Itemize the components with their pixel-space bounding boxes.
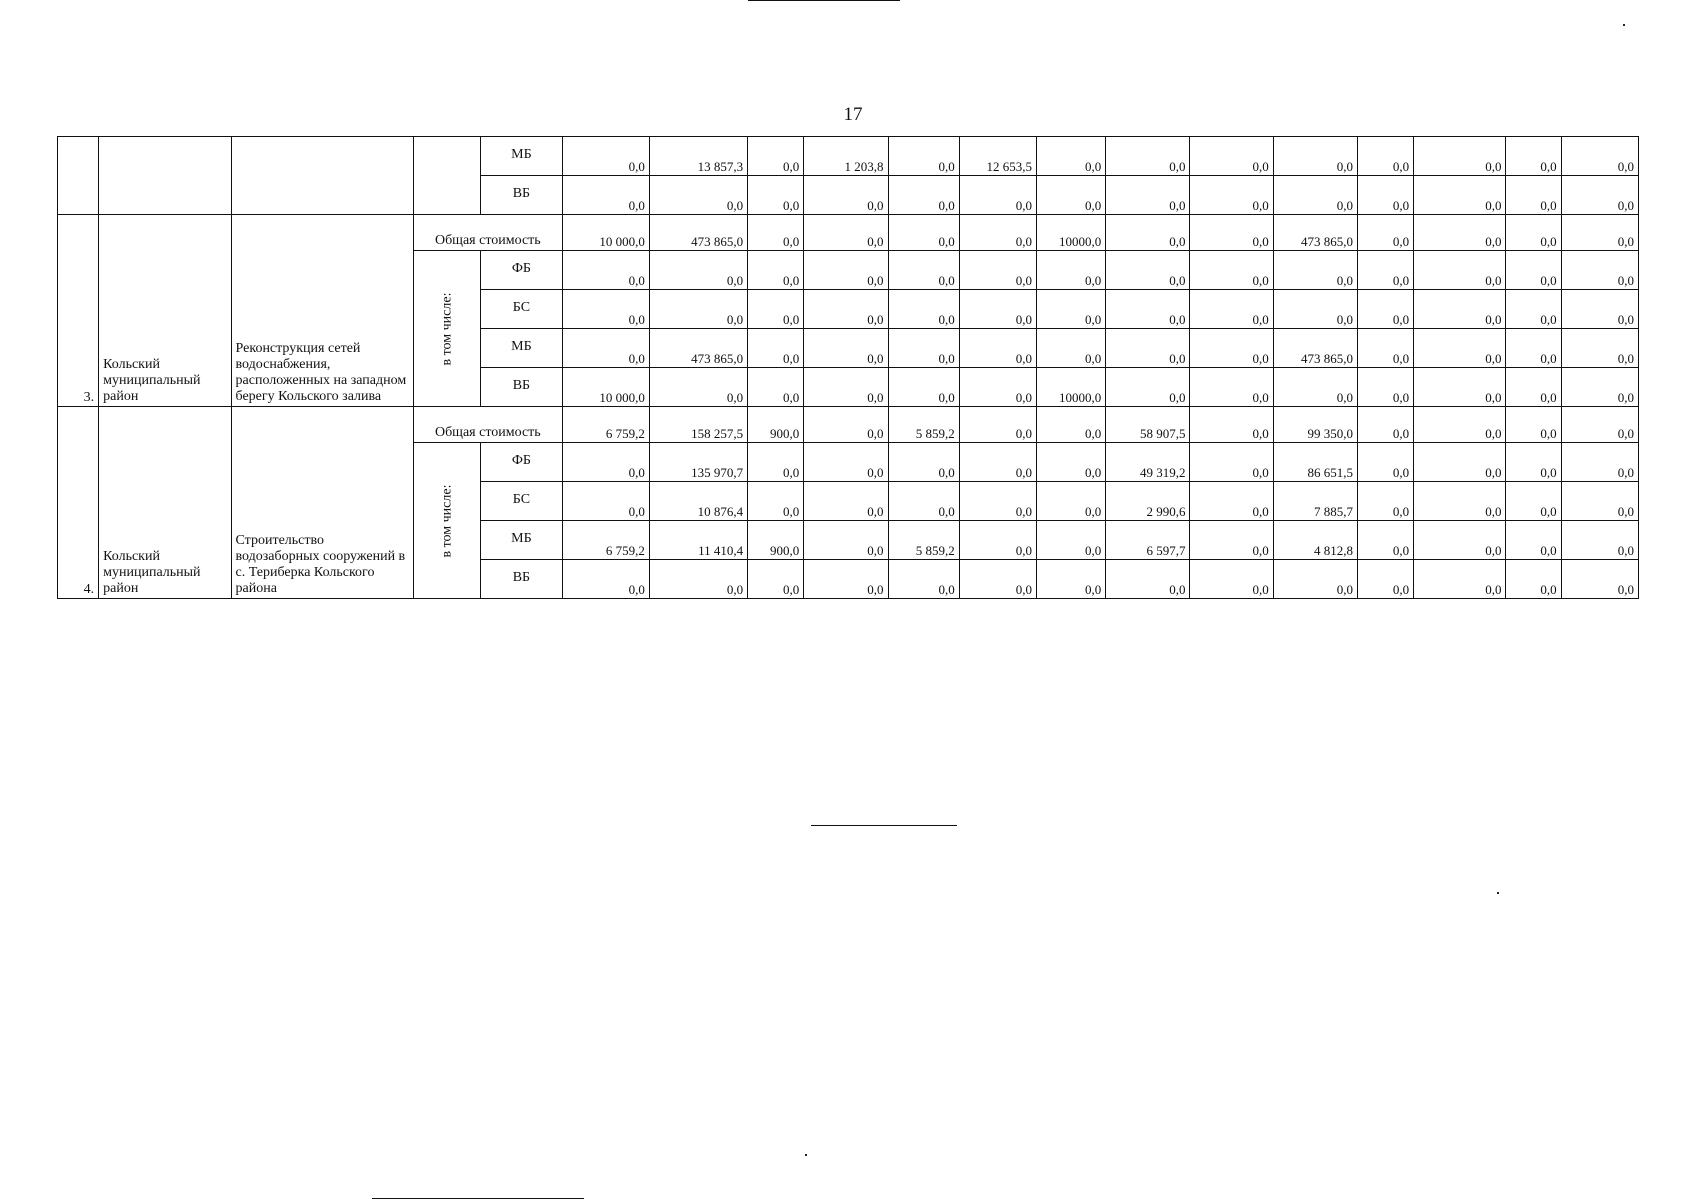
- value-cell: 0,0: [1414, 560, 1506, 599]
- value-cell: 6 759,2: [562, 407, 649, 443]
- value-cell: 0,0: [1561, 443, 1638, 482]
- scan-speck: [1497, 892, 1499, 894]
- value-cell: 0,0: [1106, 560, 1190, 599]
- entry-district: Кольский муниципальный район: [99, 215, 231, 407]
- value-cell: 0,0: [748, 290, 804, 329]
- value-cell: 0,0: [1273, 251, 1357, 290]
- value-cell: 0,0: [1037, 407, 1106, 443]
- value-cell: 0,0: [888, 215, 959, 251]
- value-cell: 99 350,0: [1273, 407, 1357, 443]
- value-cell: 0,0: [1414, 251, 1506, 290]
- value-cell: 0,0: [1190, 560, 1273, 599]
- value-cell: 0,0: [1414, 368, 1506, 407]
- including-cell: [414, 443, 481, 599]
- value-cell: 0,0: [1106, 215, 1190, 251]
- value-cell: 49 319,2: [1106, 443, 1190, 482]
- value-cell: 0,0: [1358, 290, 1414, 329]
- value-cell: 0,0: [748, 137, 804, 176]
- value-cell: 0,0: [562, 329, 649, 368]
- scan-speck: [1623, 24, 1625, 26]
- value-cell: 4 812,8: [1273, 521, 1357, 560]
- entry-project: Строительство водозаборных сооружений в с. Териберка Кольского района: [231, 407, 414, 599]
- value-cell: 0,0: [562, 560, 649, 599]
- value-cell: 0,0: [804, 290, 888, 329]
- value-cell: 0,0: [804, 176, 888, 215]
- financing-table: [57, 136, 1639, 599]
- value-cell: 0,0: [562, 176, 649, 215]
- value-cell: 0,0: [1106, 368, 1190, 407]
- value-cell: 0,0: [1506, 329, 1561, 368]
- table-row: [58, 407, 1639, 443]
- value-cell: 0,0: [1561, 482, 1638, 521]
- value-cell: 0,0: [959, 368, 1036, 407]
- value-cell: 0,0: [1414, 290, 1506, 329]
- value-cell: 10000,0: [1037, 215, 1106, 251]
- end-rule: [811, 825, 957, 826]
- entry-project: Реконструкция сетей водоснабжения, расположенных на западном берегу Кольского залива: [231, 215, 414, 407]
- value-cell: 0,0: [1506, 176, 1561, 215]
- value-cell: 0,0: [1037, 176, 1106, 215]
- source-cell: МБ: [481, 137, 562, 176]
- value-cell: 0,0: [1273, 368, 1357, 407]
- value-cell: 0,0: [804, 251, 888, 290]
- value-cell: 135 970,7: [649, 443, 747, 482]
- value-cell: 0,0: [1506, 137, 1561, 176]
- value-cell: 0,0: [888, 329, 959, 368]
- value-cell: 0,0: [804, 215, 888, 251]
- value-cell: 0,0: [804, 560, 888, 599]
- value-cell: 0,0: [1190, 482, 1273, 521]
- value-cell: 0,0: [1414, 482, 1506, 521]
- value-cell: 12 653,5: [959, 137, 1036, 176]
- value-cell: 0,0: [649, 368, 747, 407]
- value-cell: 1 203,8: [804, 137, 888, 176]
- value-cell: 0,0: [1190, 329, 1273, 368]
- value-cell: 0,0: [804, 368, 888, 407]
- value-cell: 0,0: [1561, 290, 1638, 329]
- value-cell: 10 000,0: [562, 215, 649, 251]
- value-cell: 0,0: [1190, 215, 1273, 251]
- value-cell: 5 859,2: [888, 407, 959, 443]
- value-cell: 0,0: [1190, 443, 1273, 482]
- entry-district: Кольский муниципальный район: [99, 407, 231, 599]
- value-cell: 0,0: [959, 560, 1036, 599]
- source-cell: ВБ: [481, 560, 562, 599]
- value-cell: 0,0: [562, 443, 649, 482]
- value-cell: 0,0: [1358, 251, 1414, 290]
- value-cell: 0,0: [748, 176, 804, 215]
- value-cell: 0,0: [1506, 251, 1561, 290]
- value-cell: 0,0: [959, 482, 1036, 521]
- value-cell: 0,0: [562, 482, 649, 521]
- value-cell: 0,0: [562, 137, 649, 176]
- value-cell: 0,0: [1106, 251, 1190, 290]
- value-cell: 0,0: [1190, 521, 1273, 560]
- value-cell: 0,0: [1190, 176, 1273, 215]
- district-cell: [99, 137, 231, 215]
- value-cell: 0,0: [1190, 290, 1273, 329]
- value-cell: 0,0: [1561, 329, 1638, 368]
- value-cell: 0,0: [1506, 443, 1561, 482]
- including-label: в том числе:: [439, 484, 455, 557]
- value-cell: 0,0: [1106, 329, 1190, 368]
- value-cell: 0,0: [1358, 215, 1414, 251]
- value-cell: 7 885,7: [1273, 482, 1357, 521]
- value-cell: 0,0: [649, 290, 747, 329]
- entry-index: 3.: [58, 215, 99, 407]
- value-cell: 0,0: [649, 560, 747, 599]
- value-cell: 0,0: [1358, 137, 1414, 176]
- value-cell: 0,0: [1273, 290, 1357, 329]
- value-cell: 900,0: [748, 407, 804, 443]
- value-cell: 0,0: [1414, 176, 1506, 215]
- value-cell: 0,0: [748, 368, 804, 407]
- value-cell: 0,0: [959, 215, 1036, 251]
- value-cell: 0,0: [888, 176, 959, 215]
- value-cell: 0,0: [959, 407, 1036, 443]
- source-cell: ВБ: [481, 368, 562, 407]
- source-cell: ФБ: [481, 251, 562, 290]
- value-cell: 0,0: [748, 560, 804, 599]
- value-cell: 0,0: [1414, 329, 1506, 368]
- value-cell: 0,0: [748, 443, 804, 482]
- value-cell: 10000,0: [1037, 368, 1106, 407]
- including-cell: [414, 137, 481, 215]
- value-cell: 0,0: [562, 290, 649, 329]
- value-cell: 10 876,4: [649, 482, 747, 521]
- value-cell: 0,0: [888, 290, 959, 329]
- value-cell: 2 990,6: [1106, 482, 1190, 521]
- index-cell: [58, 137, 99, 215]
- table-body: [58, 137, 1639, 599]
- value-cell: 158 257,5: [649, 407, 747, 443]
- entry-index: 4.: [58, 407, 99, 599]
- value-cell: 0,0: [959, 521, 1036, 560]
- value-cell: 0,0: [748, 482, 804, 521]
- value-cell: 0,0: [1358, 368, 1414, 407]
- value-cell: 0,0: [1506, 407, 1561, 443]
- value-cell: 900,0: [748, 521, 804, 560]
- value-cell: 0,0: [959, 290, 1036, 329]
- value-cell: 13 857,3: [649, 137, 747, 176]
- value-cell: 0,0: [1037, 290, 1106, 329]
- value-cell: 0,0: [804, 482, 888, 521]
- value-cell: 0,0: [959, 251, 1036, 290]
- including-cell: [414, 251, 481, 407]
- value-cell: 0,0: [1561, 560, 1638, 599]
- value-cell: 86 651,5: [1273, 443, 1357, 482]
- value-cell: 0,0: [888, 443, 959, 482]
- top-rule: [748, 0, 900, 1]
- value-cell: 0,0: [804, 329, 888, 368]
- value-cell: 0,0: [1561, 251, 1638, 290]
- value-cell: 0,0: [959, 329, 1036, 368]
- value-cell: 0,0: [1561, 137, 1638, 176]
- value-cell: 0,0: [1414, 215, 1506, 251]
- value-cell: 473 865,0: [1273, 329, 1357, 368]
- value-cell: 0,0: [1037, 329, 1106, 368]
- page-number: 17: [843, 104, 863, 125]
- table-row: [58, 215, 1639, 251]
- value-cell: 0,0: [1561, 521, 1638, 560]
- value-cell: 0,0: [1358, 329, 1414, 368]
- value-cell: 0,0: [1037, 251, 1106, 290]
- value-cell: 0,0: [1358, 482, 1414, 521]
- value-cell: 0,0: [1506, 482, 1561, 521]
- value-cell: 0,0: [1190, 368, 1273, 407]
- value-cell: 0,0: [804, 521, 888, 560]
- value-cell: 0,0: [1506, 368, 1561, 407]
- source-cell: МБ: [481, 521, 562, 560]
- value-cell: 0,0: [1561, 176, 1638, 215]
- value-cell: 0,0: [959, 443, 1036, 482]
- value-cell: 0,0: [1190, 407, 1273, 443]
- value-cell: 0,0: [1106, 176, 1190, 215]
- value-cell: 0,0: [959, 176, 1036, 215]
- source-cell: БС: [481, 482, 562, 521]
- value-cell: 0,0: [748, 251, 804, 290]
- value-cell: 0,0: [1561, 407, 1638, 443]
- value-cell: 0,0: [1414, 443, 1506, 482]
- value-cell: 0,0: [1037, 521, 1106, 560]
- value-cell: 473 865,0: [649, 215, 747, 251]
- value-cell: 0,0: [888, 482, 959, 521]
- value-cell: 58 907,5: [1106, 407, 1190, 443]
- value-cell: 0,0: [1190, 251, 1273, 290]
- value-cell: 0,0: [1106, 290, 1190, 329]
- value-cell: 5 859,2: [888, 521, 959, 560]
- value-cell: 0,0: [562, 251, 649, 290]
- value-cell: 0,0: [1037, 443, 1106, 482]
- value-cell: 0,0: [649, 176, 747, 215]
- project-cell: [231, 137, 414, 215]
- including-label: в том числе:: [439, 292, 455, 365]
- value-cell: 6 759,2: [562, 521, 649, 560]
- scan-speck: [805, 1154, 807, 1156]
- value-cell: 0,0: [1358, 443, 1414, 482]
- value-cell: 0,0: [888, 251, 959, 290]
- value-cell: 10 000,0: [562, 368, 649, 407]
- value-cell: 0,0: [1190, 137, 1273, 176]
- value-cell: 0,0: [1506, 560, 1561, 599]
- value-cell: 0,0: [1414, 521, 1506, 560]
- value-cell: 0,0: [1414, 137, 1506, 176]
- value-cell: 0,0: [1358, 176, 1414, 215]
- value-cell: 0,0: [1273, 137, 1357, 176]
- value-cell: 0,0: [1358, 560, 1414, 599]
- table-row: [58, 137, 1639, 176]
- bottom-rule: [372, 1198, 584, 1199]
- source-cell: ФБ: [481, 443, 562, 482]
- total-cost-label: Общая стоимость: [414, 407, 562, 443]
- value-cell: 0,0: [1414, 407, 1506, 443]
- value-cell: 6 597,7: [1106, 521, 1190, 560]
- value-cell: 0,0: [1561, 368, 1638, 407]
- value-cell: 0,0: [1358, 521, 1414, 560]
- value-cell: 0,0: [888, 368, 959, 407]
- value-cell: 0,0: [748, 215, 804, 251]
- value-cell: 473 865,0: [649, 329, 747, 368]
- value-cell: 473 865,0: [1273, 215, 1357, 251]
- value-cell: 0,0: [1037, 560, 1106, 599]
- value-cell: 0,0: [1037, 482, 1106, 521]
- source-cell: ВБ: [481, 176, 562, 215]
- value-cell: 0,0: [804, 407, 888, 443]
- value-cell: 11 410,4: [649, 521, 747, 560]
- total-cost-label: Общая стоимость: [414, 215, 562, 251]
- value-cell: 0,0: [888, 560, 959, 599]
- value-cell: 0,0: [1506, 521, 1561, 560]
- value-cell: 0,0: [748, 329, 804, 368]
- value-cell: 0,0: [1106, 137, 1190, 176]
- value-cell: 0,0: [1273, 176, 1357, 215]
- value-cell: 0,0: [1506, 215, 1561, 251]
- source-cell: БС: [481, 290, 562, 329]
- value-cell: 0,0: [804, 443, 888, 482]
- value-cell: 0,0: [649, 251, 747, 290]
- value-cell: 0,0: [1037, 137, 1106, 176]
- value-cell: 0,0: [1561, 215, 1638, 251]
- value-cell: 0,0: [1273, 560, 1357, 599]
- source-cell: МБ: [481, 329, 562, 368]
- value-cell: 0,0: [888, 137, 959, 176]
- value-cell: 0,0: [1358, 407, 1414, 443]
- value-cell: 0,0: [1506, 290, 1561, 329]
